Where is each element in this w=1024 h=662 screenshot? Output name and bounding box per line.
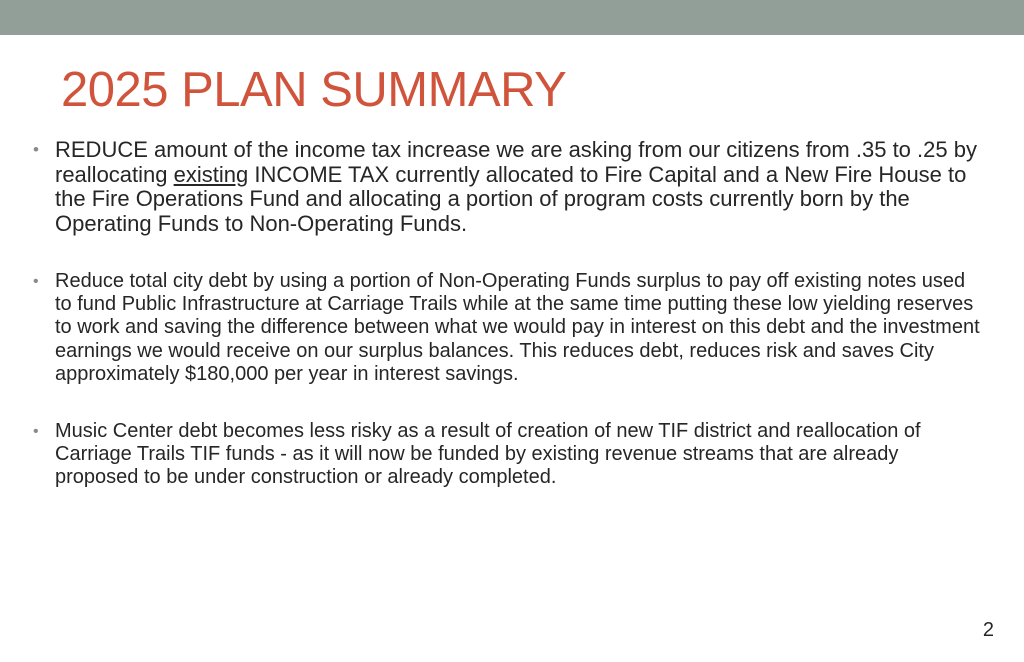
bullet-item-city-debt bbox=[31, 270, 981, 386]
slide-title: 2025 PLAN SUMMARY bbox=[61, 63, 567, 117]
bullet-text: Music Center debt becomes less risky as a result of creation of new TIF district and reallocation of Carriage Trails TIF funds - as it will now be funded by existing revenue streams that are already proposed to be under construction or already completed. bbox=[55, 420, 921, 489]
bullet-item-income-tax bbox=[31, 138, 981, 236]
bullet-item-music-center bbox=[31, 420, 981, 490]
bullet-icon: • bbox=[33, 140, 39, 159]
page-number: 2 bbox=[982, 619, 994, 641]
bullet-underlined-word: existing bbox=[173, 161, 249, 187]
bullet-text-part: REDUCE amount of the income tax increase we are asking from our citizens from .35 to .25 by reallocating bbox=[55, 137, 977, 187]
bullet-text-part: INCOME TAX currently allocated to Fire Capital and a New Fire House to the Fire Operations Fund and allocating a portion of program costs currently born by the Operating Funds to Non-Operating Funds. bbox=[55, 161, 967, 236]
header-bar bbox=[0, 0, 1024, 35]
bullet-icon: • bbox=[33, 273, 39, 290]
bullet-icon: • bbox=[33, 423, 39, 441]
bullet-list bbox=[31, 138, 981, 490]
bullet-text: Reduce total city debt by using a portion of Non-Operating Funds surplus to pay off existing notes used to fund Public Infrastructure at Carriage Trails while at the same time putting these low yielding reserves to work and saving the difference between what we would pay in interest on this debt and the investment earnings we would receive on our surplus balances. This reduces debt, reduces risk and saves City approximately $180,000 per year in interest savings. bbox=[55, 270, 980, 385]
